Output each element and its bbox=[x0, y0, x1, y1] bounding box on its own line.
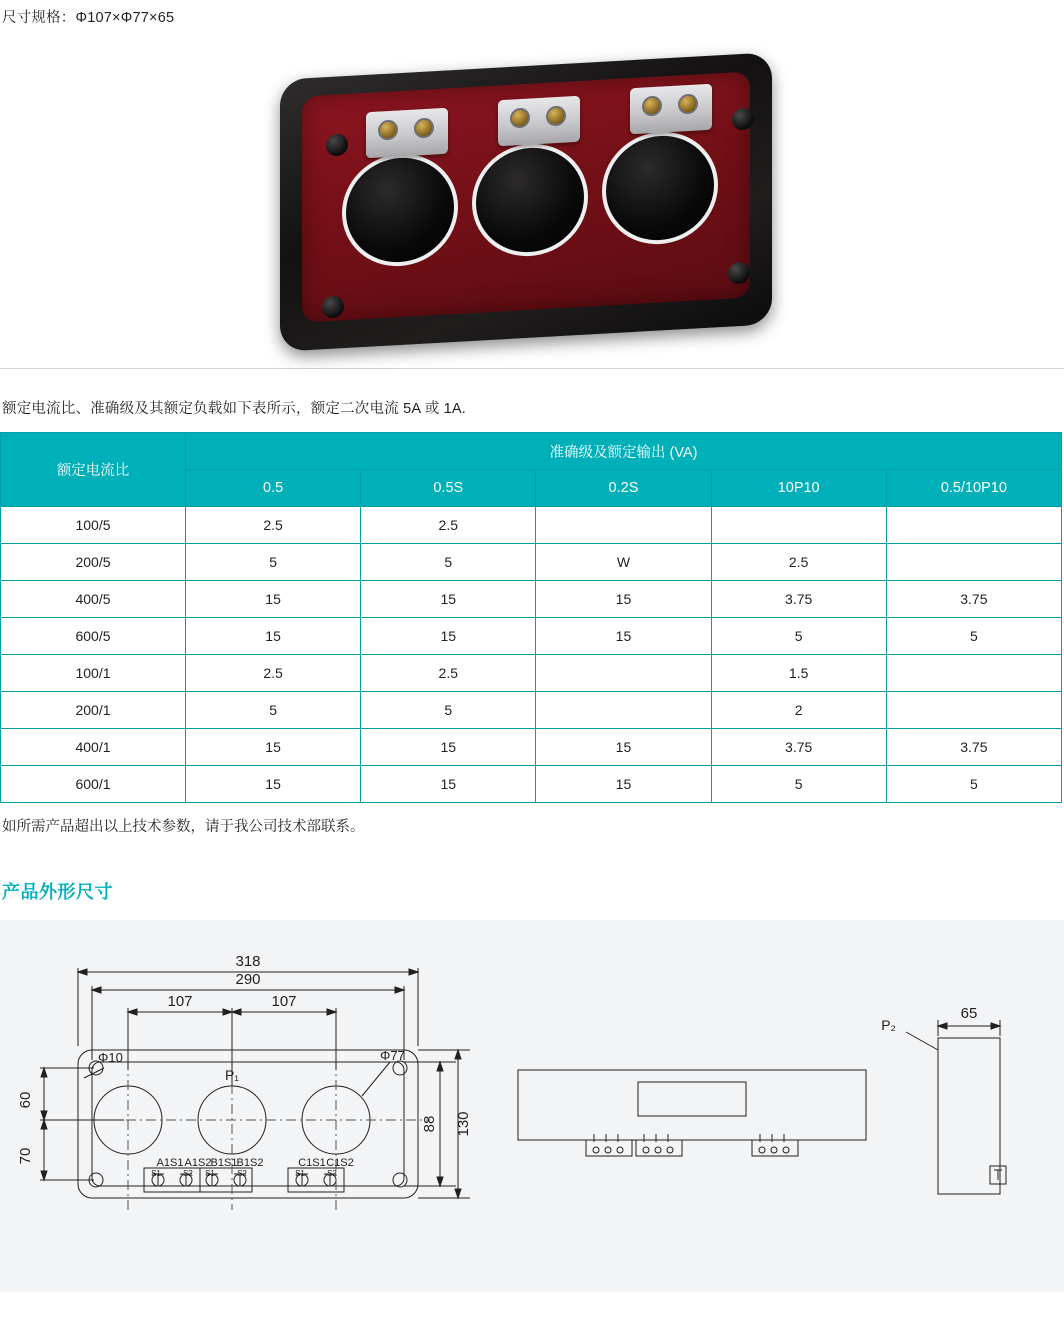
cell-value: 5 bbox=[361, 692, 536, 729]
terminal-mark: S2 bbox=[237, 1169, 247, 1179]
table-row bbox=[1, 766, 1062, 803]
cell-value: W bbox=[536, 544, 711, 581]
cell-value bbox=[536, 507, 711, 544]
top-view-outline bbox=[518, 1070, 866, 1140]
top-view-terminal bbox=[752, 1140, 798, 1156]
cell-value: 2.5 bbox=[186, 655, 361, 692]
section-title-dimensions: 产品外形尺寸 bbox=[2, 882, 113, 903]
terminal-block bbox=[630, 84, 712, 135]
front-outline bbox=[78, 1050, 418, 1198]
terminal-mark: S1 bbox=[205, 1169, 215, 1179]
spec-table-body bbox=[1, 507, 1062, 803]
cell-value: 2.5 bbox=[711, 544, 886, 581]
cell-value: 3.75 bbox=[711, 581, 886, 618]
th-class-2: 0.2S bbox=[536, 470, 711, 507]
cell-value: 3.75 bbox=[711, 729, 886, 766]
label-p2: P₂ bbox=[881, 1017, 896, 1034]
cell-value: 15 bbox=[186, 618, 361, 655]
cell-value: 5 bbox=[711, 766, 886, 803]
cell-value: 15 bbox=[186, 766, 361, 803]
cell-value: 15 bbox=[536, 766, 711, 803]
table-row bbox=[1, 618, 1062, 655]
cell-value: 15 bbox=[361, 729, 536, 766]
top-view-inner bbox=[638, 1082, 746, 1116]
terminal-label-b1s1: B1S1 bbox=[210, 1157, 238, 1170]
cell-value: 15 bbox=[361, 581, 536, 618]
cell-value: 2.5 bbox=[186, 507, 361, 544]
terminal-label-c1s1: C1S1 bbox=[298, 1157, 326, 1170]
table-row bbox=[1, 581, 1062, 618]
cell-value: 3.75 bbox=[886, 729, 1061, 766]
cell-value: 15 bbox=[536, 618, 711, 655]
terminal-mark: S2 bbox=[183, 1169, 193, 1179]
terminal-screw-icon bbox=[678, 94, 698, 115]
terminal-mark: S1 bbox=[295, 1169, 305, 1179]
cell-value: 15 bbox=[536, 729, 711, 766]
cell-value: 5 bbox=[711, 618, 886, 655]
dim-mount-hole: Φ10 bbox=[98, 1050, 123, 1066]
cell-value: 5 bbox=[886, 618, 1061, 655]
terminal-screw-icon bbox=[378, 120, 398, 141]
cell-ratio: 600/5 bbox=[1, 618, 186, 655]
cell-ratio: 400/1 bbox=[1, 729, 186, 766]
dim-depth: 65 bbox=[960, 1005, 978, 1023]
th-class-0: 0.5 bbox=[186, 470, 361, 507]
table-note: 如所需产品超出以上技术参数，请于我公司技术部联系。 bbox=[2, 819, 365, 836]
cell-value: 15 bbox=[361, 766, 536, 803]
terminal-block bbox=[366, 108, 448, 159]
side-view-outline bbox=[938, 1038, 1000, 1194]
terminal-screw-icon bbox=[510, 108, 530, 129]
dimension-drawing-svg bbox=[0, 920, 1064, 1292]
terminal-label-b1s2: B1S2 bbox=[236, 1157, 264, 1170]
terminal-block bbox=[498, 96, 580, 147]
dim-height-outer: 130 bbox=[455, 1111, 472, 1137]
spec-table bbox=[0, 432, 1062, 803]
cell-ratio: 600/1 bbox=[1, 766, 186, 803]
cell-value: 5 bbox=[186, 544, 361, 581]
table-row bbox=[1, 507, 1062, 544]
cell-value bbox=[711, 507, 886, 544]
cell-value: 5 bbox=[886, 766, 1061, 803]
terminal-screw-icon bbox=[414, 118, 434, 139]
cell-value: 3.75 bbox=[886, 581, 1061, 618]
terminal-label-a1s2: A1S2 bbox=[184, 1157, 212, 1170]
top-view-terminal bbox=[586, 1140, 632, 1156]
th-class-1: 0.5S bbox=[361, 470, 536, 507]
terminal-label-a1s1: A1S1 bbox=[156, 1157, 184, 1170]
cell-value bbox=[536, 655, 711, 692]
dim-width-outer: 318 bbox=[235, 953, 261, 971]
cell-value: 15 bbox=[536, 581, 711, 618]
dimension-drawing-panel bbox=[0, 920, 1064, 1292]
dim-pitch-left: 107 bbox=[167, 993, 193, 1011]
cell-value bbox=[886, 655, 1061, 692]
terminal-label-c1s2: C1S2 bbox=[326, 1157, 354, 1170]
th-class-4: 0.5/10P10 bbox=[886, 470, 1061, 507]
terminal-screw-icon bbox=[642, 96, 662, 117]
cell-ratio: 100/1 bbox=[1, 655, 186, 692]
cell-value bbox=[536, 692, 711, 729]
current-transformer-illustration bbox=[280, 66, 770, 338]
cell-ratio: 100/5 bbox=[1, 507, 186, 544]
table-row bbox=[1, 692, 1062, 729]
terminal-mark: S1 bbox=[151, 1169, 161, 1179]
dim-height-upper: 60 bbox=[17, 1091, 34, 1109]
cell-value bbox=[886, 692, 1061, 729]
spec-table-head bbox=[1, 433, 1062, 507]
cell-value: 5 bbox=[361, 544, 536, 581]
th-rated-ratio: 额定电流比 bbox=[1, 433, 186, 507]
th-class-3: 10P10 bbox=[711, 470, 886, 507]
dim-window-hole: Φ77 bbox=[380, 1048, 405, 1064]
cell-ratio: 200/1 bbox=[1, 692, 186, 729]
terminal-screw-icon bbox=[546, 106, 566, 127]
product-photo-region bbox=[0, 28, 1064, 368]
cell-value bbox=[886, 507, 1061, 544]
intro-text: 额定电流比、准确级及其额定负载如下表所示，额定二次电流 5A 或 1A. bbox=[2, 401, 466, 418]
cell-value: 2.5 bbox=[361, 655, 536, 692]
cell-value: 15 bbox=[361, 618, 536, 655]
product-photo bbox=[272, 58, 782, 348]
dim-height-inner: 88 bbox=[421, 1115, 438, 1133]
dimension-spec-text: 尺寸规格：Φ107×Φ77×65 bbox=[2, 10, 175, 26]
dim-width-inner: 290 bbox=[235, 971, 261, 989]
table-row bbox=[1, 729, 1062, 766]
dim-height-lower: 70 bbox=[17, 1147, 34, 1165]
cell-ratio: 400/5 bbox=[1, 581, 186, 618]
cell-value: 5 bbox=[186, 692, 361, 729]
cell-value: 2 bbox=[711, 692, 886, 729]
cell-ratio: 200/5 bbox=[1, 544, 186, 581]
top-view-terminal bbox=[636, 1140, 682, 1156]
table-row bbox=[1, 544, 1062, 581]
cell-value: 1.5 bbox=[711, 655, 886, 692]
th-accuracy-group: 准确级及额定输出 (VA) bbox=[186, 433, 1062, 470]
cell-value: 15 bbox=[186, 581, 361, 618]
dim-pitch-right: 107 bbox=[271, 993, 297, 1011]
cell-value: 15 bbox=[186, 729, 361, 766]
cell-value bbox=[886, 544, 1061, 581]
table-row bbox=[1, 655, 1062, 692]
label-p1: P₁ bbox=[224, 1067, 240, 1084]
cell-value: 2.5 bbox=[361, 507, 536, 544]
terminal-mark: S2 bbox=[327, 1169, 337, 1179]
table-header-row-1 bbox=[1, 433, 1062, 470]
